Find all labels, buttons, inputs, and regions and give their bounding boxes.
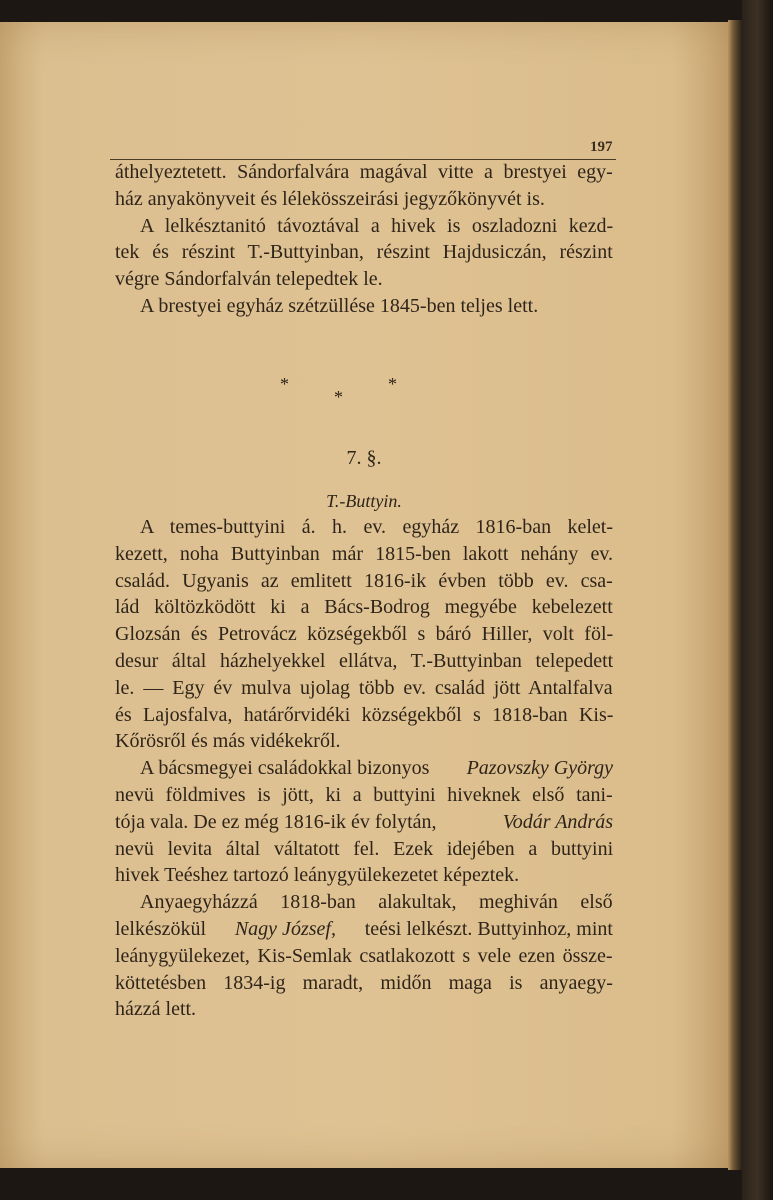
text-segment: le. — Egy év mulva ujolag több ev. család jött Antalfalva (115, 676, 613, 699)
text-line (115, 810, 613, 834)
text-line (115, 863, 613, 887)
text-line (140, 890, 613, 914)
text-segment: kezett, noha Buttyinban már 1815-ben lakott nehány ev. (115, 542, 614, 565)
text-segment: lelkészökül (115, 918, 212, 940)
text-segment: és Lajosfalva, határőrvidéki községekből s 1818-ban Kis- (115, 703, 614, 726)
text-segment: házzá lett. (115, 998, 197, 1021)
page-number: 197 (590, 139, 613, 155)
text-line (115, 542, 613, 566)
text-line (115, 649, 613, 673)
text-segment: tek és részint T.-Buttyinban, részint Hajdusiczán, részint (115, 241, 613, 264)
text-segment: A bácsmegyei családokkal bizonyos (140, 757, 435, 780)
text-segment: végre Sándorfalván telepedtek le. (115, 268, 383, 291)
text-line (115, 837, 613, 861)
separator-star: * (280, 374, 289, 394)
text-line (115, 997, 613, 1021)
text-segment: Anyaegyházzá 1818-ban alakultak, meghiván első (140, 891, 613, 914)
text-line (115, 944, 613, 968)
text-segment: desur által házhelyekkel ellátva, T.-Buttyinban telepedett (115, 650, 614, 672)
text-line (115, 595, 613, 619)
text-segment: Glozsán és Petrovácz községekből s báró Hiller, volt föl- (115, 623, 614, 646)
italic-name: Pazovszky György (466, 757, 613, 780)
text-line (140, 756, 613, 780)
text-segment: köttetésben 1834-ig maradt, midőn maga is anyaegy- (115, 971, 613, 994)
section-title: T.-Buttyin. (326, 491, 402, 511)
text-segment: ház anyakönyveit és lélekösszeirási jegyzőkönyvét is. (115, 187, 545, 210)
text-line (115, 569, 613, 593)
text-segment: teési lelkészt. Buttyinhoz, mint (359, 918, 613, 940)
text-segment: A lelkésztanitó távoztával a hivek is oszladozni kezd- (140, 214, 614, 237)
text-segment: család. Ugyanis az emlitett 1816-ik évben több ev. csa- (115, 569, 613, 592)
italic-name: Nagy József, (234, 918, 336, 940)
text-line (115, 917, 613, 941)
section-number: 7. §. (346, 447, 382, 469)
separator-star: * (334, 387, 343, 407)
book-spine (742, 0, 773, 1200)
text-segment: tója vala. De ez még 1816-ik év folytán, (115, 810, 442, 833)
text-segment: A temes-buttyini á. h. ev. egyház 1816-ban kelet- (140, 516, 614, 538)
text-segment: Kőrösről és más vidékekről. (115, 730, 341, 753)
text-line (115, 703, 613, 727)
text-segment: áthelyeztetett. Sándorfalvára magával vitte a brestyei egy- (115, 161, 613, 183)
text-line (115, 160, 613, 184)
text-line (115, 622, 613, 646)
text-segment: leánygyülekezet, Kis-Semlak csatlakozott s vele ezen össze- (115, 944, 613, 967)
text-line (140, 515, 613, 539)
text-segment: nevü levita által váltatott fel. Ezek idejében a buttyini (115, 837, 614, 860)
separator-star: * (388, 374, 397, 394)
text-line (115, 676, 613, 700)
text-segment: A brestyei egyház szétzüllése 1845-ben teljes lett. (140, 295, 539, 317)
text-line (115, 240, 613, 264)
text-segment: lád költözködött ki a Bács-Bodrog megyébe kebelezett (115, 596, 613, 619)
book-page (0, 22, 728, 1168)
text-line (140, 214, 613, 238)
text-line (140, 294, 613, 318)
italic-name: Vodár András (502, 810, 613, 833)
text-line (115, 783, 613, 807)
text-segment: hivek Teéshez tartozó leánygyülekezetet képeztek. (115, 864, 520, 887)
text-line (115, 971, 613, 995)
page-edges (728, 20, 742, 1170)
text-segment: nevü földmives is jött, ki a buttyini hiveknek első tani- (115, 784, 613, 806)
text-line (115, 187, 613, 211)
text-line (115, 267, 613, 291)
text-line (115, 729, 613, 753)
